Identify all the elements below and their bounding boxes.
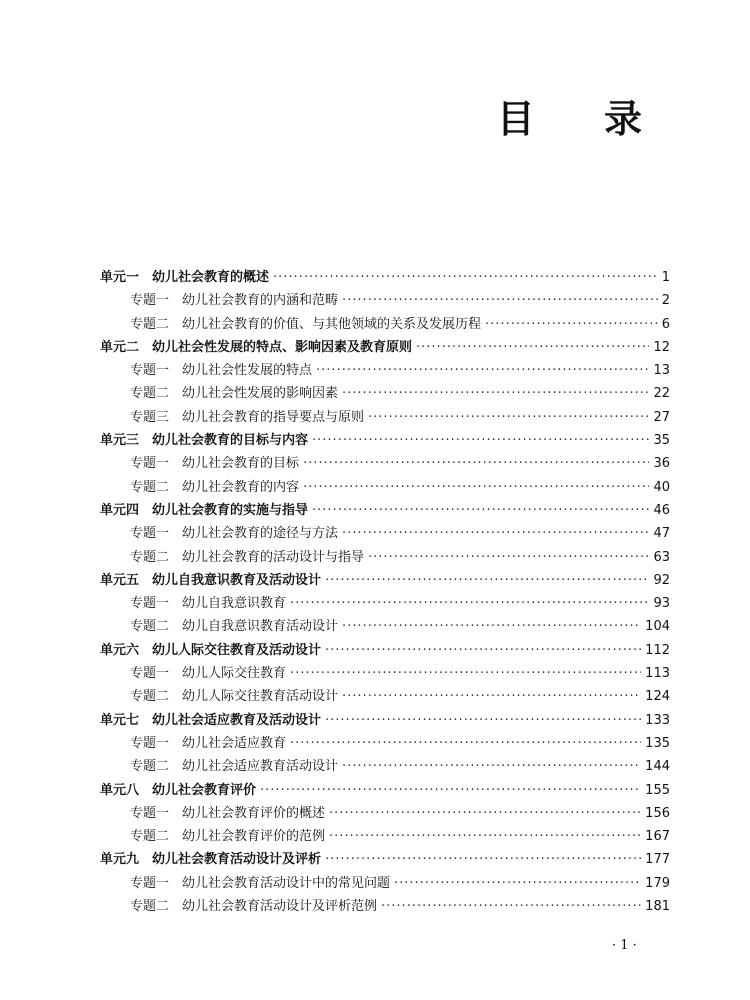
toc-topic-entry (100, 825, 670, 848)
toc-entry-page: 156 (645, 805, 670, 821)
toc-entry-label: 幼儿人际交往教育及活动设计 (152, 642, 322, 658)
toc-entry-page: 113 (645, 666, 670, 682)
toc-entry-label: 幼儿人际交往教育活动设计 (182, 689, 339, 705)
toc-entry-label: 幼儿社会性发展的特点 (182, 363, 313, 379)
toc-dot-leader (325, 639, 641, 662)
toc-dot-leader (485, 313, 658, 336)
toc-entry-page: 144 (645, 759, 670, 775)
toc-topic-entry (100, 382, 670, 405)
toc-dot-leader (290, 732, 641, 755)
toc-dot-leader (342, 522, 649, 545)
toc-unit-entry (100, 569, 670, 592)
toc-unit-entry (100, 429, 670, 452)
toc-entry-page: 93 (653, 596, 670, 612)
toc-dot-leader (316, 359, 649, 382)
toc-entry-page: 104 (645, 619, 670, 635)
toc-entry-number: 专题二 (130, 689, 170, 705)
toc-entry-number: 专题二 (130, 316, 170, 332)
toc-dot-leader (368, 406, 649, 429)
toc-entry-label: 幼儿社会教育活动设计中的常见问题 (182, 875, 391, 891)
toc-entry-label: 幼儿自我意识教育及活动设计 (152, 572, 322, 588)
toc-dot-leader (303, 452, 649, 475)
toc-dot-leader (273, 266, 658, 289)
toc-entry-page: 22 (653, 386, 670, 402)
toc-dot-leader (325, 569, 649, 592)
toc-entry-label: 幼儿社会教育评价的概述 (182, 805, 326, 821)
toc-entry-number: 专题一 (130, 805, 170, 821)
toc-topic-entry (100, 289, 670, 312)
toc-entry-number: 专题一 (130, 666, 170, 682)
toc-topic-entry (100, 476, 670, 499)
toc-entry-number: 专题二 (130, 829, 170, 845)
toc-dot-leader (312, 499, 649, 522)
toc-entry-label: 幼儿社会教育活动设计及评析 (152, 852, 322, 868)
toc-topic-entry (100, 685, 670, 708)
toc-entry-number: 单元六 (100, 642, 140, 658)
toc-entry-number: 单元七 (100, 712, 140, 728)
toc-entry-page: 179 (645, 875, 670, 891)
toc-unit-entry (100, 848, 670, 871)
toc-entry-page: 13 (653, 363, 670, 379)
toc-entry-number: 专题一 (130, 875, 170, 891)
toc-dot-leader (342, 685, 641, 708)
toc-entry-number: 单元三 (100, 433, 140, 449)
toc-dot-leader (329, 802, 641, 825)
toc-unit-entry (100, 709, 670, 732)
toc-entry-page: 167 (645, 829, 670, 845)
toc-entry-number: 专题一 (130, 456, 170, 472)
toc-topic-entry (100, 755, 670, 778)
toc-entry-number: 专题一 (130, 596, 170, 612)
toc-unit-entry (100, 499, 670, 522)
toc-unit-entry (100, 336, 670, 359)
toc-entry-number: 专题三 (130, 409, 170, 425)
toc-entry-page: 63 (653, 549, 670, 565)
toc-dot-leader (342, 615, 641, 638)
toc-entry-label: 幼儿社会适应教育 (182, 735, 287, 751)
toc-entry-number: 专题一 (130, 363, 170, 379)
toc-topic-entry (100, 359, 670, 382)
toc-dot-leader (329, 825, 641, 848)
toc-entry-label: 幼儿社会教育的内涵和范畴 (182, 293, 339, 309)
toc-unit-entry (100, 779, 670, 802)
toc-entry-page: 92 (653, 572, 670, 588)
toc-entry-page: 181 (645, 899, 670, 915)
toc-entry-label: 幼儿社会教育的价值、与其他领域的关系及发展历程 (182, 316, 482, 332)
toc-entry-label: 幼儿社会教育的活动设计与指导 (182, 549, 365, 565)
toc-entry-label: 幼儿社会教育的目标 (182, 456, 300, 472)
toc-dot-leader (381, 895, 641, 918)
toc-entry-number: 单元九 (100, 852, 140, 868)
toc-entry-label: 幼儿社会教育的途径与方法 (182, 526, 339, 542)
toc-entry-number: 专题二 (130, 759, 170, 775)
page-title: 目 录 (496, 96, 670, 141)
toc-entry-number: 专题二 (130, 619, 170, 635)
toc-entry-page: 112 (645, 642, 670, 658)
toc-topic-entry (100, 452, 670, 475)
toc-dot-leader (290, 662, 641, 685)
toc-entry-label: 幼儿社会性发展的特点、影响因素及教育原则 (152, 339, 413, 355)
toc-entry-label: 幼儿社会适应教育活动设计 (182, 759, 339, 775)
toc-entry-number: 单元五 (100, 572, 140, 588)
toc-entry-label: 幼儿人际交往教育 (182, 666, 287, 682)
toc-entry-number: 专题二 (130, 479, 170, 495)
toc-entry-label: 幼儿社会适应教育及活动设计 (152, 712, 322, 728)
toc-dot-leader (325, 709, 641, 732)
toc-entry-label: 幼儿社会教育评价的范例 (182, 829, 326, 845)
toc-entry-number: 专题二 (130, 899, 170, 915)
toc-entry-label: 幼儿社会教育评价 (152, 782, 257, 798)
toc-topic-entry (100, 546, 670, 569)
toc-topic-entry (100, 872, 670, 895)
toc-entry-number: 专题一 (130, 526, 170, 542)
toc-dot-leader (312, 429, 649, 452)
toc-topic-entry (100, 522, 670, 545)
toc-dot-leader (416, 336, 649, 359)
toc-entry-page: 47 (653, 526, 670, 542)
toc-dot-leader (303, 476, 649, 499)
toc-entry-page: 6 (661, 316, 670, 332)
toc-topic-entry (100, 615, 670, 638)
toc-entry-label: 幼儿自我意识教育活动设计 (182, 619, 339, 635)
toc-dot-leader (368, 546, 649, 569)
toc-dot-leader (342, 289, 658, 312)
toc-entry-page: 1 (661, 270, 670, 285)
toc-entry-page: 155 (645, 782, 670, 798)
toc-dot-leader (342, 755, 641, 778)
toc-dot-leader (290, 592, 649, 615)
toc-entry-page: 35 (653, 433, 670, 449)
toc-entry-page: 27 (653, 409, 670, 425)
toc-entry-page: 177 (645, 852, 670, 868)
toc-dot-leader (260, 779, 641, 802)
toc-entry-label: 幼儿社会教育的实施与指导 (152, 502, 309, 518)
toc-topic-entry (100, 662, 670, 685)
toc-entry-page: 124 (645, 689, 670, 705)
toc-entry-number: 单元一 (100, 270, 140, 285)
toc-entry-label: 幼儿社会教育的指导要点与原则 (182, 409, 365, 425)
toc-entry-number: 单元八 (100, 782, 140, 798)
toc-entry-number: 单元二 (100, 339, 140, 355)
toc-entry-page: 2 (661, 293, 670, 309)
toc-entry-page: 12 (653, 339, 670, 355)
toc-topic-entry (100, 895, 670, 918)
toc-topic-entry (100, 313, 670, 336)
toc-entry-page: 40 (653, 479, 670, 495)
toc-entry-page: 46 (653, 502, 670, 518)
toc-dot-leader (325, 848, 641, 871)
toc-entry-number: 专题二 (130, 386, 170, 402)
toc-topic-entry (100, 732, 670, 755)
toc-entry-label: 幼儿社会教育的概述 (152, 270, 270, 285)
toc-entry-label: 幼儿社会性发展的影响因素 (182, 386, 339, 402)
toc-entry-number: 专题一 (130, 735, 170, 751)
toc-entry-number: 专题一 (130, 293, 170, 309)
toc-entry-label: 幼儿社会教育的目标与内容 (152, 433, 309, 449)
toc-entry-label: 幼儿社会教育活动设计及评析范例 (182, 899, 378, 915)
page-number: · 1 · (612, 938, 637, 953)
toc-entry-number: 专题二 (130, 549, 170, 565)
toc-entry-label: 幼儿自我意识教育 (182, 596, 287, 612)
toc-entry-page: 133 (645, 712, 670, 728)
toc-unit-entry (100, 639, 670, 662)
toc-dot-leader (394, 872, 641, 895)
toc-unit-entry (100, 266, 670, 289)
toc-entry-page: 36 (653, 456, 670, 472)
toc-entry-page: 135 (645, 735, 670, 751)
table-of-contents (100, 266, 670, 918)
toc-entry-number: 单元四 (100, 502, 140, 518)
toc-topic-entry (100, 592, 670, 615)
toc-topic-entry (100, 406, 670, 429)
toc-dot-leader (342, 382, 649, 405)
toc-entry-label: 幼儿社会教育的内容 (182, 479, 300, 495)
toc-topic-entry (100, 802, 670, 825)
